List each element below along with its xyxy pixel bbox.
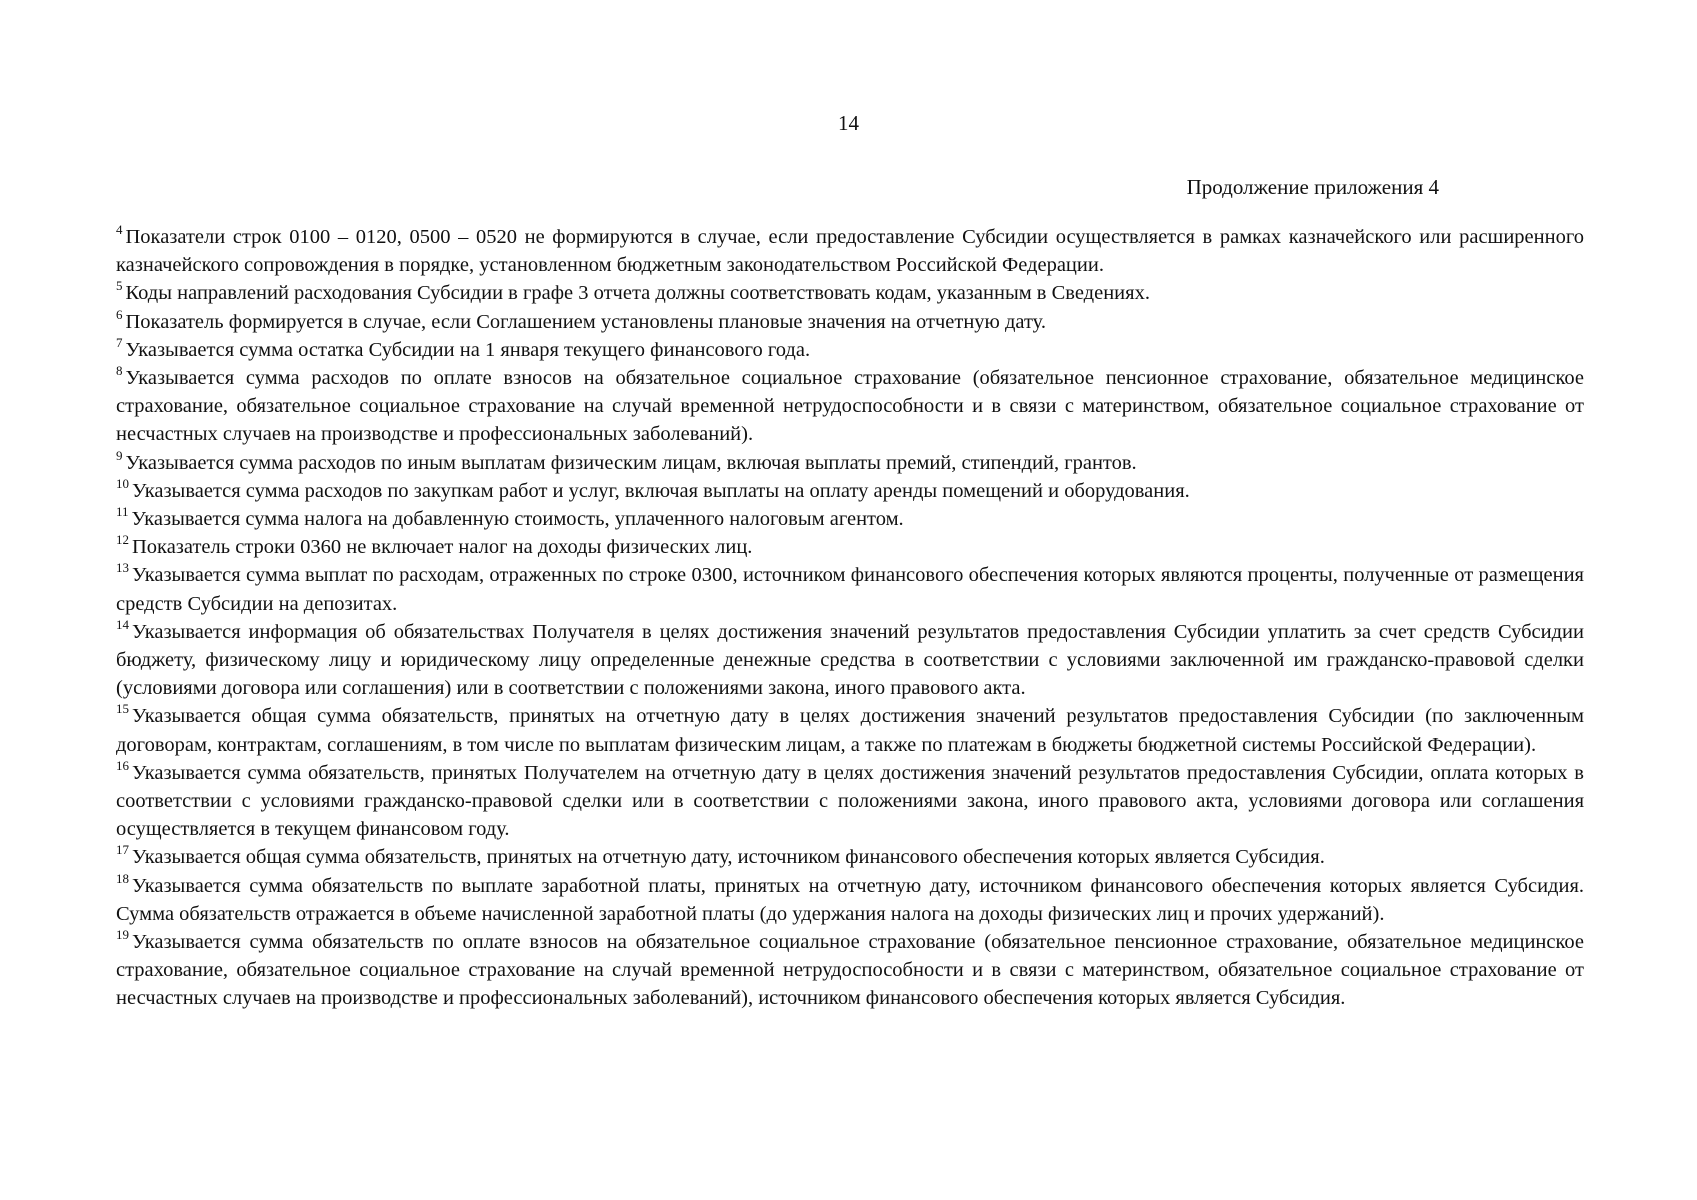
footnote-10	[116, 477, 1584, 505]
footnote-number: 6	[116, 306, 123, 322]
footnote-15	[116, 702, 1584, 758]
footnote-text: Указывается сумма остатка Субсидии на 1 января текущего финансового года.	[125, 338, 811, 361]
footnote-5	[116, 279, 1584, 307]
footnote-17	[116, 843, 1584, 871]
footnote-text: Показатель формируется в случае, если Соглашением установлены плановые значения на отчетную дату.	[125, 310, 1046, 333]
footnote-text: Показатели строк 0100 – 0120, 0500 – 0520 не формируются в случае, если предоставление Субсидии осуществляется в рамках казначейского или расширенного казначейского сопровождения в порядке, установленном бюджетным законодательством Российской Федерации.	[116, 226, 1584, 277]
footnote-number: 10	[116, 475, 129, 491]
footnote-14	[116, 618, 1584, 703]
footnote-text: Указывается сумма расходов по иным выплатам физическим лицам, включая выплаты премий, стипендий, грантов.	[125, 451, 1137, 474]
footnote-number: 14	[116, 616, 129, 632]
footnote-text: Указывается сумма выплат по расходам, отраженных по строке 0300, источником финансового обеспечения которых являются проценты, полученные от размещения средств Субсидии на депозитах.	[116, 564, 1584, 615]
footnote-text: Указывается общая сумма обязательств, принятых на отчетную дату в целях достижения значений результатов предоставления Субсидии (по заключенным договорам, контрактам, соглашениям, в том числе по выплатам физическим лицам, а также по платежам в бюджеты бюджетной системы Российской Федерации).	[116, 705, 1584, 756]
footnote-16	[116, 759, 1584, 844]
footnote-text: Указывается сумма обязательств по выплате заработной платы, принятых на отчетную дату, источником финансового обеспечения которых является Субсидия. Сумма обязательств отражается в объеме начисленной заработной платы (до удержания налога на доходы физических лиц и прочих удержаний).	[116, 874, 1584, 925]
footnote-text: Указывается сумма расходов по закупкам работ и услуг, включая выплаты на оплату аренды помещений и оборудования.	[132, 479, 1190, 502]
footnote-12	[116, 533, 1584, 561]
footnote-number: 16	[116, 757, 129, 773]
footnote-number: 5	[116, 278, 123, 294]
footnote-text: Показатель строки 0360 не включает налог на доходы физических лиц.	[132, 536, 753, 559]
footnote-text: Указывается сумма налога на добавленную стоимость, уплаченного налоговым агентом.	[131, 508, 904, 531]
footnote-text: Коды направлений расходования Субсидии в графе 3 отчета должны соответствовать кодам, указанным в Сведениях.	[125, 282, 1150, 305]
footnote-text: Указывается общая сумма обязательств, принятых на отчетную дату, источником финансового обеспечения которых является Субсидия.	[132, 846, 1325, 869]
footnote-number: 12	[116, 532, 129, 548]
footnote-number: 7	[116, 334, 123, 350]
footnote-number: 18	[116, 870, 129, 886]
footnote-number: 8	[116, 363, 123, 379]
page-number: 14	[838, 111, 859, 135]
footnote-number: 17	[116, 842, 129, 858]
footnote-number: 19	[116, 927, 129, 943]
footnote-number: 9	[116, 447, 123, 463]
footnote-13	[116, 561, 1584, 617]
footnote-number: 4	[116, 222, 123, 237]
footnote-number: 11	[116, 504, 129, 520]
footnote-11	[116, 505, 1584, 533]
footnote-text: Указывается сумма обязательств по оплате взносов на обязательное социальное страхование (обязательное пенсионное страхование, обязательное медицинское страхование, обязательное социальное страхование на случай временной нетрудоспособности и в связи с материнством, обязательное социальное страхование от несчастных случаев на производстве и профессиональных заболеваний), источником финансового обеспечения которых является Субсидия.	[116, 931, 1584, 1010]
footnote-19	[116, 928, 1584, 1013]
footnote-4	[116, 223, 1584, 279]
footnotes-list	[116, 223, 1584, 1013]
continuation-label: Продолжение приложения 4	[1186, 175, 1439, 199]
footnote-text: Указывается сумма расходов по оплате взносов на обязательное социальное страхование (обязательное пенсионное страхование, обязательное медицинское страхование, обязательное социальное страхование на случай временной нетрудоспособности и в связи с материнством, обязательное социальное страхование от несчастных случаев на производстве и профессиональных заболеваний).	[116, 367, 1584, 446]
footnote-9	[116, 449, 1584, 477]
footnote-text: Указывается сумма обязательств, принятых Получателем на отчетную дату в целях достижения значений результатов предоставления Субсидии, оплата которых в соответствии с условиями гражданско-правовой сделки или в соответствии с положениями закона, иного правового акта, условиями договора или соглашения осуществляется в текущем финансовом году.	[116, 761, 1584, 841]
footnote-number: 13	[116, 560, 129, 576]
footnote-18	[116, 872, 1584, 928]
footnote-number: 15	[116, 701, 129, 717]
footnote-8	[116, 364, 1584, 449]
footnote-7	[116, 336, 1584, 364]
footnote-text: Указывается информация об обязательствах Получателя в целях достижения значений результатов предоставления Субсидии уплатить за счет средств Субсидии бюджету, физическому лицу и юридическому лицу определенные денежные средства в соответствии с условиями заключенной им гражданско-правовой сделки (условиями договора или соглашения) или в соответствии с положениями закона, иного правового акта.	[116, 620, 1584, 700]
footnote-6	[116, 308, 1584, 336]
